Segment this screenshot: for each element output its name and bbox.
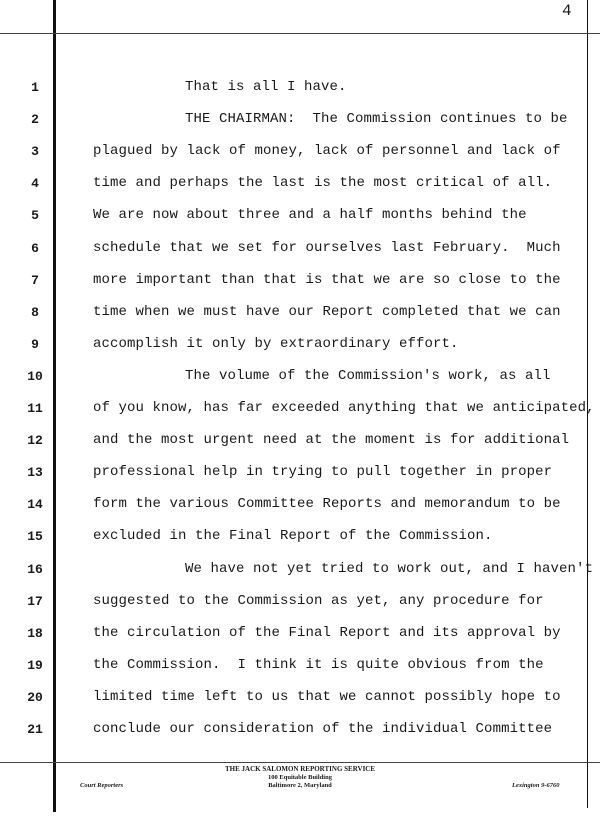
line-number: 14 [27,497,43,513]
transcript-line: The volume of the Commission's work, as all [185,367,551,384]
footer-rule [0,762,600,763]
line-number: 15 [27,529,43,545]
footer-phone: Lexington 9-6760 [512,782,560,789]
page-number: 4 [562,2,572,20]
transcript-line: time and perhaps the last is the most critical of all. [93,175,553,192]
line-number: 10 [27,368,43,384]
transcript-line: accomplish it only by extraordinary effort. [93,335,459,352]
footer-address-1: 100 Equitable Building [268,774,332,781]
transcript-line: That is all I have. [185,79,347,95]
line-number: 18 [27,625,43,641]
line-number: 17 [27,593,43,609]
line-number: 12 [27,433,43,449]
transcript-line: professional help in trying to pull together in proper [93,464,553,481]
transcript-line: excluded in the Final Report of the Commission. [93,528,493,545]
line-number: 3 [31,144,39,160]
line-number: 2 [31,112,39,128]
line-number: 4 [31,176,39,192]
transcript-line: plagued by lack of money, lack of personnel and lack of [93,143,561,160]
transcript-line: schedule that we set for ourselves last February. Much [93,239,561,256]
left-margin-rule [53,0,56,812]
transcript-line: time when we must have our Report completed that we can [93,303,561,320]
transcript-line: conclude our consideration of the individual Committee [93,721,553,737]
line-number: 13 [27,465,43,481]
line-number: 16 [27,561,43,577]
line-number: 8 [31,304,39,320]
transcript-line: We have not yet tried to work out, and I haven't [185,560,594,577]
transcript-line: more important than that is that we are so close to the [93,271,561,288]
line-number: 19 [27,657,43,673]
line-number: 1 [31,80,39,95]
line-number: 20 [27,689,43,705]
line-number: 21 [27,722,43,737]
transcript-line: the circulation of the Final Report and its approval by [93,624,561,641]
line-number: 6 [31,240,39,256]
header-rule [0,33,600,34]
transcript-line: limited time left to us that we cannot possibly hope to [93,688,561,705]
transcript-line: suggested to the Commission as yet, any procedure for [93,592,544,609]
transcript-line: THE CHAIRMAN: The Commission continues to be [185,111,568,128]
line-number: 5 [31,208,39,224]
footer-company: THE JACK SALOMON REPORTING SERVICE [224,765,376,773]
transcript-line: and the most urgent need at the moment is for additional [93,432,570,449]
transcript-line: form the various Committee Reports and memorandum to be [93,496,561,513]
line-number: 7 [31,272,39,288]
line-number: 9 [31,336,39,352]
transcript-line: We are now about three and a half months behind the [93,207,527,224]
footer-address-2: Baltimore 2, Maryland [268,782,332,789]
line-number: 11 [27,401,43,416]
transcript-line: of you know, has far exceeded anything that we anticipated, [93,400,595,416]
transcript-line: the Commission. I think it is quite obvious from the [93,656,544,673]
footer-left-label: Court Reporters [80,782,124,789]
